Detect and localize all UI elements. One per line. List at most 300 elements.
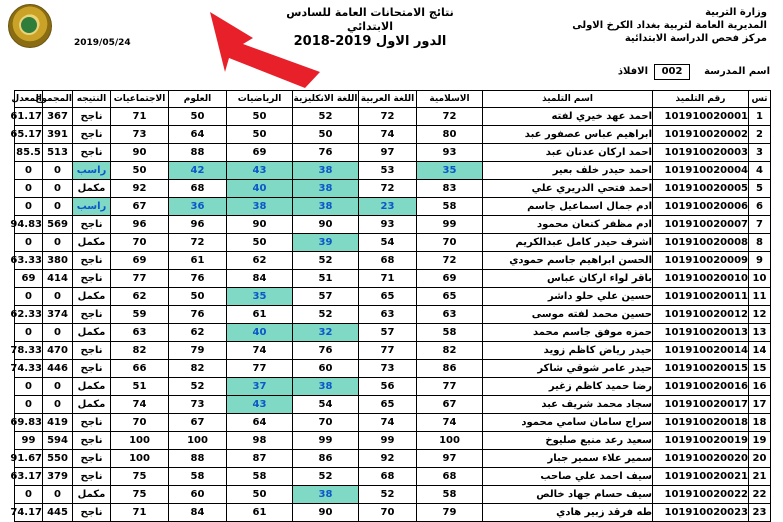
english-score: 38 (293, 180, 359, 198)
row-seq: 12 (749, 306, 771, 324)
english-score: 38 (293, 486, 359, 504)
report-date: 2019/05/24 (74, 38, 131, 48)
science-score: 62 (169, 324, 227, 342)
result-status: ناجح (73, 342, 111, 360)
row-seq: 7 (749, 216, 771, 234)
arabic-score: 72 (359, 180, 417, 198)
social-score: 71 (111, 504, 169, 522)
result-status: ناجح (73, 432, 111, 450)
table-row (15, 360, 771, 378)
result-status: ناجح (73, 126, 111, 144)
social-score: 69 (111, 252, 169, 270)
math-score: 50 (227, 108, 293, 126)
math-score: 69 (227, 144, 293, 162)
average-score: 78.33 (15, 342, 43, 360)
column-header: النتيجه (73, 91, 111, 108)
student-id: 101910020004 (653, 162, 749, 180)
column-header: الرياضيات (227, 91, 293, 108)
row-seq: 1 (749, 108, 771, 126)
english-score: 54 (293, 396, 359, 414)
total-score: 0 (43, 288, 73, 306)
english-score: 60 (293, 360, 359, 378)
student-name: رضا حميد كاظم زغير (483, 378, 653, 396)
student-id: 101910020001 (653, 108, 749, 126)
exam-year: 2018-2019 (293, 34, 372, 49)
student-name: سعيد رعد منيع صليوخ (483, 432, 653, 450)
result-status: مكمل (73, 486, 111, 504)
table-body (10, 108, 771, 522)
student-id: 101910020009 (653, 252, 749, 270)
islamic-score: 86 (417, 360, 483, 378)
average-score: 94.83 (15, 216, 43, 234)
social-score: 96 (111, 216, 169, 234)
islamic-score: 97 (417, 450, 483, 468)
row-seq: 17 (749, 396, 771, 414)
school-name: الافلاذ (617, 66, 648, 77)
total-score: 367 (43, 108, 73, 126)
science-score: 88 (169, 144, 227, 162)
result-status: راسب (73, 162, 111, 180)
social-score: 77 (111, 270, 169, 288)
social-score: 100 (111, 450, 169, 468)
total-score: 550 (43, 450, 73, 468)
student-name: حمزه موفق جاسم محمد (483, 324, 653, 342)
total-score: 446 (43, 360, 73, 378)
student-name: ابراهيم عباس عصفور عبد (483, 126, 653, 144)
science-score: 42 (169, 162, 227, 180)
math-score: 61 (227, 306, 293, 324)
math-score: 43 (227, 396, 293, 414)
english-score: 50 (293, 126, 359, 144)
arabic-score: 77 (359, 342, 417, 360)
science-score: 61 (169, 252, 227, 270)
table-row (15, 342, 771, 360)
english-score: 52 (293, 252, 359, 270)
english-score: 52 (293, 306, 359, 324)
average-score: 0 (15, 288, 43, 306)
arabic-score: 65 (359, 396, 417, 414)
english-score: 38 (293, 378, 359, 396)
average-score: 62.33 (15, 306, 43, 324)
social-score: 100 (111, 432, 169, 450)
row-seq: 6 (749, 198, 771, 216)
row-seq: 11 (749, 288, 771, 306)
center-name: مركز فحص الدراسة الابتدائية (624, 33, 767, 44)
science-score: 82 (169, 360, 227, 378)
column-header: الاسلامية (417, 91, 483, 108)
red-arrow-icon (205, 10, 325, 90)
row-seq: 19 (749, 432, 771, 450)
social-score: 50 (111, 162, 169, 180)
table-row (15, 252, 771, 270)
arabic-score: 68 (359, 252, 417, 270)
results-table (10, 90, 771, 522)
science-score: 76 (169, 306, 227, 324)
social-score: 67 (111, 198, 169, 216)
total-score: 569 (43, 216, 73, 234)
social-score: 70 (111, 414, 169, 432)
science-score: 72 (169, 234, 227, 252)
student-id: 101910020017 (653, 396, 749, 414)
table-row (15, 234, 771, 252)
islamic-score: 72 (417, 252, 483, 270)
math-score: 40 (227, 180, 293, 198)
result-status: راسب (73, 198, 111, 216)
student-id: 101910020003 (653, 144, 749, 162)
islamic-score: 35 (417, 162, 483, 180)
islamic-score: 58 (417, 324, 483, 342)
arabic-score: 63 (359, 306, 417, 324)
arabic-score: 73 (359, 360, 417, 378)
student-name: حسين علي حلو داشر (483, 288, 653, 306)
row-seq: 18 (749, 414, 771, 432)
islamic-score: 70 (417, 234, 483, 252)
arabic-score: 99 (359, 432, 417, 450)
social-score: 90 (111, 144, 169, 162)
total-score: 0 (43, 198, 73, 216)
table-row (15, 126, 771, 144)
islamic-score: 58 (417, 198, 483, 216)
result-status: مكمل (73, 324, 111, 342)
row-seq: 14 (749, 342, 771, 360)
math-score: 35 (227, 288, 293, 306)
total-score: 0 (43, 486, 73, 504)
social-score: 51 (111, 378, 169, 396)
student-id: 101910020021 (653, 468, 749, 486)
science-score: 73 (169, 396, 227, 414)
row-seq: 5 (749, 180, 771, 198)
total-score: 0 (43, 378, 73, 396)
math-score: 62 (227, 252, 293, 270)
ministry-emblem-icon (8, 4, 52, 48)
table-header-row (15, 91, 771, 108)
table-row (15, 198, 771, 216)
result-status: ناجح (73, 504, 111, 522)
student-name: طه فرقد زبير هادي (483, 504, 653, 522)
result-status: ناجح (73, 414, 111, 432)
islamic-score: 79 (417, 504, 483, 522)
islamic-score: 68 (417, 468, 483, 486)
arabic-score: 53 (359, 162, 417, 180)
math-score: 90 (227, 216, 293, 234)
english-score: 99 (293, 432, 359, 450)
result-status: مكمل (73, 234, 111, 252)
student-name: احمد حيدر خلف بعير (483, 162, 653, 180)
row-seq: 16 (749, 378, 771, 396)
ministry-header (507, 6, 767, 45)
table-row (15, 180, 771, 198)
student-name: اشرف حيدر كامل عبدالكريم (483, 234, 653, 252)
average-score: 74.17 (15, 504, 43, 522)
total-score: 0 (43, 180, 73, 198)
average-score: 0 (15, 378, 43, 396)
student-name: الحسن ابراهيم جاسم حمودي (483, 252, 653, 270)
social-score: 74 (111, 396, 169, 414)
social-score: 73 (111, 126, 169, 144)
student-id: 101910020014 (653, 342, 749, 360)
column-header: الاجتماعيات (111, 91, 169, 108)
arabic-score: 92 (359, 450, 417, 468)
arabic-score: 57 (359, 324, 417, 342)
arabic-score: 70 (359, 504, 417, 522)
student-id: 101910020013 (653, 324, 749, 342)
student-id: 101910020018 (653, 414, 749, 432)
english-score: 38 (293, 198, 359, 216)
column-header: المجموع (43, 91, 73, 108)
average-score: 63.33 (15, 252, 43, 270)
result-status: ناجح (73, 108, 111, 126)
total-score: 513 (43, 144, 73, 162)
math-score: 50 (227, 126, 293, 144)
table-row (15, 378, 771, 396)
total-score: 0 (43, 234, 73, 252)
table-row (15, 414, 771, 432)
student-id: 101910020016 (653, 378, 749, 396)
column-header: المعدل (15, 91, 43, 108)
row-seq: 8 (749, 234, 771, 252)
student-name: ادم مظفر كنعان محمود (483, 216, 653, 234)
table-row (15, 288, 771, 306)
arabic-score: 65 (359, 288, 417, 306)
math-score: 64 (227, 414, 293, 432)
result-status: ناجح (73, 468, 111, 486)
school-code: 002 (654, 64, 690, 80)
science-score: 67 (169, 414, 227, 432)
islamic-score: 72 (417, 108, 483, 126)
science-score: 50 (169, 108, 227, 126)
arabic-score: 97 (359, 144, 417, 162)
islamic-score: 67 (417, 396, 483, 414)
student-id: 101910020012 (653, 306, 749, 324)
arabic-score: 72 (359, 108, 417, 126)
total-score: 445 (43, 504, 73, 522)
row-seq: 3 (749, 144, 771, 162)
student-id: 101910020015 (653, 360, 749, 378)
student-name: حسين محمد لفته موسى (483, 306, 653, 324)
islamic-score: 77 (417, 378, 483, 396)
science-score: 58 (169, 468, 227, 486)
student-id: 101910020006 (653, 198, 749, 216)
total-score: 0 (43, 396, 73, 414)
table-row (15, 324, 771, 342)
row-seq: 22 (749, 486, 771, 504)
table-row (15, 396, 771, 414)
student-id: 101910020007 (653, 216, 749, 234)
column-header: تس (749, 91, 771, 108)
table-row (15, 486, 771, 504)
result-status: مكمل (73, 396, 111, 414)
table-row (15, 108, 771, 126)
arabic-score: 74 (359, 126, 417, 144)
student-name: سمير علاء سمير جبار (483, 450, 653, 468)
result-status: مكمل (73, 180, 111, 198)
english-score: 70 (293, 414, 359, 432)
math-score: 43 (227, 162, 293, 180)
student-name: حيدر عامر شوقي شاكر (483, 360, 653, 378)
row-seq: 23 (749, 504, 771, 522)
arabic-score: 68 (359, 468, 417, 486)
total-score: 0 (43, 162, 73, 180)
science-score: 50 (169, 288, 227, 306)
average-score: 91.67 (15, 450, 43, 468)
total-score: 374 (43, 306, 73, 324)
student-name: احمد عهد خيري لفته (483, 108, 653, 126)
english-score: 90 (293, 504, 359, 522)
average-score: 0 (15, 324, 43, 342)
average-score: 0 (15, 198, 43, 216)
table-row (15, 468, 771, 486)
exam-round: الدور الاول (375, 34, 447, 49)
islamic-score: 63 (417, 306, 483, 324)
student-id: 101910020011 (653, 288, 749, 306)
science-score: 79 (169, 342, 227, 360)
row-seq: 9 (749, 252, 771, 270)
math-score: 38 (227, 198, 293, 216)
result-status: مكمل (73, 288, 111, 306)
science-score: 52 (169, 378, 227, 396)
islamic-score: 83 (417, 180, 483, 198)
social-score: 66 (111, 360, 169, 378)
column-header: العلوم (169, 91, 227, 108)
table-row (15, 306, 771, 324)
total-score: 470 (43, 342, 73, 360)
science-score: 60 (169, 486, 227, 504)
average-score: 0 (15, 162, 43, 180)
table-row (15, 144, 771, 162)
math-score: 98 (227, 432, 293, 450)
result-status: ناجح (73, 450, 111, 468)
english-score: 76 (293, 342, 359, 360)
islamic-score: 65 (417, 288, 483, 306)
student-id: 101910020023 (653, 504, 749, 522)
average-score: 0 (15, 396, 43, 414)
row-seq: 2 (749, 126, 771, 144)
student-id: 101910020022 (653, 486, 749, 504)
student-id: 101910020010 (653, 270, 749, 288)
arabic-score: 54 (359, 234, 417, 252)
result-status: ناجح (73, 360, 111, 378)
average-score: 0 (15, 180, 43, 198)
document-title: نتائج الامتحانات العامة للسادس الابتدائي (286, 6, 454, 33)
social-score: 62 (111, 288, 169, 306)
student-id: 101910020020 (653, 450, 749, 468)
column-header: اسم التلميذ (483, 91, 653, 108)
social-score: 82 (111, 342, 169, 360)
student-name: ادم جمال اسماعيل جاسم (483, 198, 653, 216)
directorate-name: المديرية العامة لتربية بغداد الكرخ الاولى (572, 20, 767, 31)
column-header: اللغة العربية (359, 91, 417, 108)
islamic-score: 100 (417, 432, 483, 450)
table-row (15, 432, 771, 450)
average-score: 85.5 (15, 144, 43, 162)
student-id: 101910020005 (653, 180, 749, 198)
math-score: 61 (227, 504, 293, 522)
social-score: 59 (111, 306, 169, 324)
average-score: 0 (15, 234, 43, 252)
row-seq: 21 (749, 468, 771, 486)
total-score: 414 (43, 270, 73, 288)
arabic-score: 71 (359, 270, 417, 288)
table-row (15, 270, 771, 288)
english-score: 52 (293, 468, 359, 486)
student-name: باقر لواء اركان عباس (483, 270, 653, 288)
row-seq: 10 (749, 270, 771, 288)
english-score: 39 (293, 234, 359, 252)
math-score: 50 (227, 486, 293, 504)
total-score: 379 (43, 468, 73, 486)
table-row (15, 504, 771, 522)
table-row (15, 162, 771, 180)
average-score: 65.17 (15, 126, 43, 144)
row-seq: 20 (749, 450, 771, 468)
math-score: 77 (227, 360, 293, 378)
science-score: 96 (169, 216, 227, 234)
result-status: ناجح (73, 252, 111, 270)
row-seq: 15 (749, 360, 771, 378)
english-score: 51 (293, 270, 359, 288)
social-score: 71 (111, 108, 169, 126)
arabic-score: 52 (359, 486, 417, 504)
english-score: 57 (293, 288, 359, 306)
total-score: 0 (43, 324, 73, 342)
social-score: 75 (111, 486, 169, 504)
ministry-name: وزارة التربية (705, 7, 767, 18)
student-name: احمد اركان عدنان عبد (483, 144, 653, 162)
islamic-score: 93 (417, 144, 483, 162)
row-seq: 4 (749, 162, 771, 180)
social-score: 75 (111, 468, 169, 486)
student-name: حيدر رياض كاظم زويد (483, 342, 653, 360)
math-score: 37 (227, 378, 293, 396)
arabic-score: 93 (359, 216, 417, 234)
result-status: ناجح (73, 144, 111, 162)
english-score: 86 (293, 450, 359, 468)
science-score: 88 (169, 450, 227, 468)
islamic-score: 69 (417, 270, 483, 288)
average-score: 63.17 (15, 468, 43, 486)
math-score: 50 (227, 234, 293, 252)
result-status: ناجح (73, 216, 111, 234)
science-score: 68 (169, 180, 227, 198)
social-score: 92 (111, 180, 169, 198)
student-name: سيف احمد علي صاحب (483, 468, 653, 486)
average-score: 61.17 (15, 108, 43, 126)
school-info (540, 64, 770, 82)
arabic-score: 56 (359, 378, 417, 396)
average-score: 69.83 (15, 414, 43, 432)
total-score: 380 (43, 252, 73, 270)
student-id: 101910020002 (653, 126, 749, 144)
school-label: اسم المدرسة (704, 66, 770, 77)
islamic-score: 74 (417, 414, 483, 432)
math-score: 74 (227, 342, 293, 360)
average-score: 74.33 (15, 360, 43, 378)
total-score: 594 (43, 432, 73, 450)
column-header: رقم التلميذ (653, 91, 749, 108)
islamic-score: 99 (417, 216, 483, 234)
row-seq: 13 (749, 324, 771, 342)
islamic-score: 80 (417, 126, 483, 144)
math-score: 84 (227, 270, 293, 288)
average-score: 0 (15, 486, 43, 504)
table-row (15, 450, 771, 468)
total-score: 391 (43, 126, 73, 144)
math-score: 87 (227, 450, 293, 468)
english-score: 52 (293, 108, 359, 126)
english-score: 76 (293, 144, 359, 162)
total-score: 419 (43, 414, 73, 432)
student-name: سيف حسام جهاد خالص (483, 486, 653, 504)
